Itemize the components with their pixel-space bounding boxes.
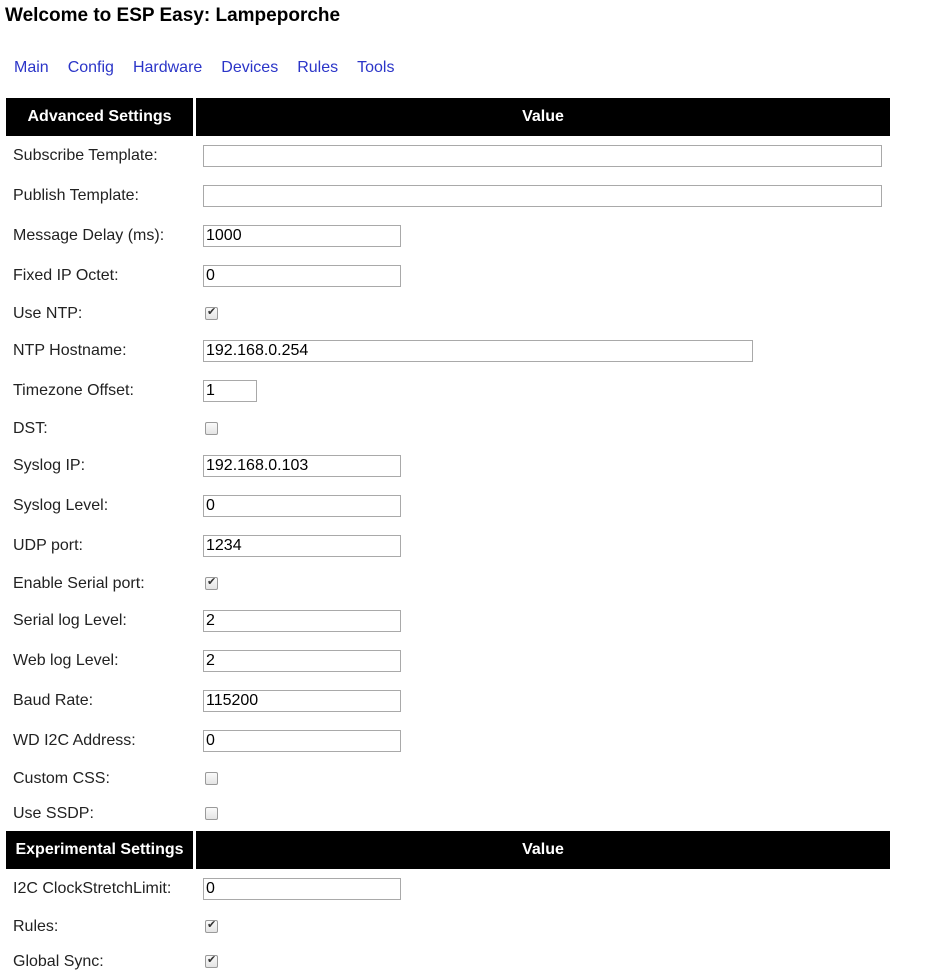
setting-value-cell xyxy=(196,446,890,486)
setting-value-cell xyxy=(196,909,890,944)
setting-value-cell xyxy=(196,216,890,256)
setting-row-baud-rate xyxy=(6,681,890,721)
value-heading: Value xyxy=(196,831,890,869)
setting-row-message-delay-ms xyxy=(6,216,890,256)
setting-value-cell xyxy=(196,296,890,331)
ntp-hostname-input[interactable] xyxy=(203,340,753,362)
setting-label-syslog-level: Syslog Level: xyxy=(13,497,109,514)
setting-row-rules xyxy=(6,909,890,944)
setting-label-ntp-hostname: NTP Hostname: xyxy=(13,342,127,359)
wd-i2c-address-input[interactable] xyxy=(203,730,401,752)
setting-value-cell xyxy=(196,136,890,176)
setting-label-custom-css: Custom CSS: xyxy=(13,769,110,787)
menu-link-main[interactable]: Main xyxy=(14,59,49,76)
setting-label-rules: Rules: xyxy=(13,917,59,935)
serial-log-level-input[interactable] xyxy=(203,610,401,632)
baud-rate-input[interactable] xyxy=(203,690,401,712)
setting-row-syslog-ip xyxy=(6,446,890,486)
setting-row-udp-port xyxy=(6,526,890,566)
use-ssdp-checkbox[interactable] xyxy=(205,807,218,820)
setting-row-use-ssdp xyxy=(6,796,890,831)
setting-label-message-delay-ms: Message Delay (ms): xyxy=(13,227,165,244)
setting-value-cell xyxy=(196,486,890,526)
setting-label-publish-template: Publish Template: xyxy=(13,187,139,204)
setting-value-cell xyxy=(196,601,890,641)
setting-value-cell xyxy=(196,796,890,831)
syslog-ip-input[interactable] xyxy=(203,455,401,477)
setting-label-use-ntp: Use NTP: xyxy=(13,304,83,322)
setting-label-dst: DST: xyxy=(13,419,48,437)
setting-value-cell xyxy=(196,331,890,371)
settings-table xyxy=(6,98,890,979)
setting-label-syslog-ip: Syslog IP: xyxy=(13,457,86,474)
setting-label-use-ssdp: Use SSDP: xyxy=(13,804,94,822)
fixed-ip-octet-input[interactable] xyxy=(203,265,401,287)
menu-link-rules[interactable]: Rules xyxy=(297,59,339,76)
setting-label-subscribe-template: Subscribe Template: xyxy=(13,147,158,164)
advanced-settings-header xyxy=(6,98,890,136)
setting-row-subscribe-template xyxy=(6,136,890,176)
setting-label-enable-serial-port: Enable Serial port: xyxy=(13,574,145,592)
setting-value-cell xyxy=(196,761,890,796)
message-delay-ms-input[interactable] xyxy=(203,225,401,247)
setting-label-baud-rate: Baud Rate: xyxy=(13,692,94,709)
rules-checkbox[interactable] xyxy=(205,920,218,933)
menu-link-tools[interactable]: Tools xyxy=(357,59,395,76)
setting-row-i2c-clockstretchlimit xyxy=(6,869,890,909)
setting-row-use-ntp xyxy=(6,296,890,331)
menu-link-hardware[interactable]: Hardware xyxy=(132,59,203,76)
setting-value-cell xyxy=(196,566,890,601)
setting-row-timezone-offset xyxy=(6,371,890,411)
experimental-settings-heading: Experimental Settings xyxy=(6,831,196,869)
setting-value-cell xyxy=(196,721,890,761)
publish-template-input[interactable] xyxy=(203,185,882,207)
setting-row-syslog-level xyxy=(6,486,890,526)
setting-row-publish-template xyxy=(6,176,890,216)
i2c-clockstretchlimit-input[interactable] xyxy=(203,878,401,900)
main-menu xyxy=(5,58,404,78)
setting-label-web-log-level: Web log Level: xyxy=(13,652,119,669)
syslog-level-input[interactable] xyxy=(203,495,401,517)
web-log-level-input[interactable] xyxy=(203,650,401,672)
setting-label-udp-port: UDP port: xyxy=(13,537,83,554)
setting-row-serial-log-level xyxy=(6,601,890,641)
menu-link-config[interactable]: Config xyxy=(67,59,114,76)
menu-link-devices[interactable]: Devices xyxy=(221,59,279,76)
setting-value-cell xyxy=(196,411,890,446)
value-heading: Value xyxy=(196,98,890,136)
setting-row-fixed-ip-octet xyxy=(6,256,890,296)
setting-row-custom-css xyxy=(6,761,890,796)
experimental-settings-header xyxy=(6,831,890,869)
enable-serial-port-checkbox[interactable] xyxy=(205,577,218,590)
global-sync-checkbox[interactable] xyxy=(205,955,218,968)
setting-value-cell xyxy=(196,681,890,721)
subscribe-template-input[interactable] xyxy=(203,145,882,167)
setting-row-web-log-level xyxy=(6,641,890,681)
setting-value-cell xyxy=(196,869,890,909)
use-ntp-checkbox[interactable] xyxy=(205,307,218,320)
udp-port-input[interactable] xyxy=(203,535,401,557)
setting-label-global-sync: Global Sync: xyxy=(13,952,104,970)
setting-label-timezone-offset: Timezone Offset: xyxy=(13,382,134,399)
setting-label-i2c-clockstretchlimit: I2C ClockStretchLimit: xyxy=(13,880,172,897)
page-title: Welcome to ESP Easy: Lampeporche xyxy=(5,5,341,26)
custom-css-checkbox[interactable] xyxy=(205,772,218,785)
setting-label-serial-log-level: Serial log Level: xyxy=(13,612,127,629)
setting-value-cell xyxy=(196,256,890,296)
setting-row-dst xyxy=(6,411,890,446)
setting-label-fixed-ip-octet: Fixed IP Octet: xyxy=(13,267,119,284)
timezone-offset-input[interactable] xyxy=(203,380,257,402)
advanced-settings-heading: Advanced Settings xyxy=(6,98,196,136)
setting-row-wd-i2c-address xyxy=(6,721,890,761)
dst-checkbox[interactable] xyxy=(205,422,218,435)
setting-value-cell xyxy=(196,526,890,566)
setting-value-cell xyxy=(196,371,890,411)
setting-label-wd-i2c-address: WD I2C Address: xyxy=(13,732,136,749)
setting-value-cell xyxy=(196,176,890,216)
setting-row-enable-serial-port xyxy=(6,566,890,601)
setting-row-ntp-hostname xyxy=(6,331,890,371)
setting-value-cell xyxy=(196,641,890,681)
